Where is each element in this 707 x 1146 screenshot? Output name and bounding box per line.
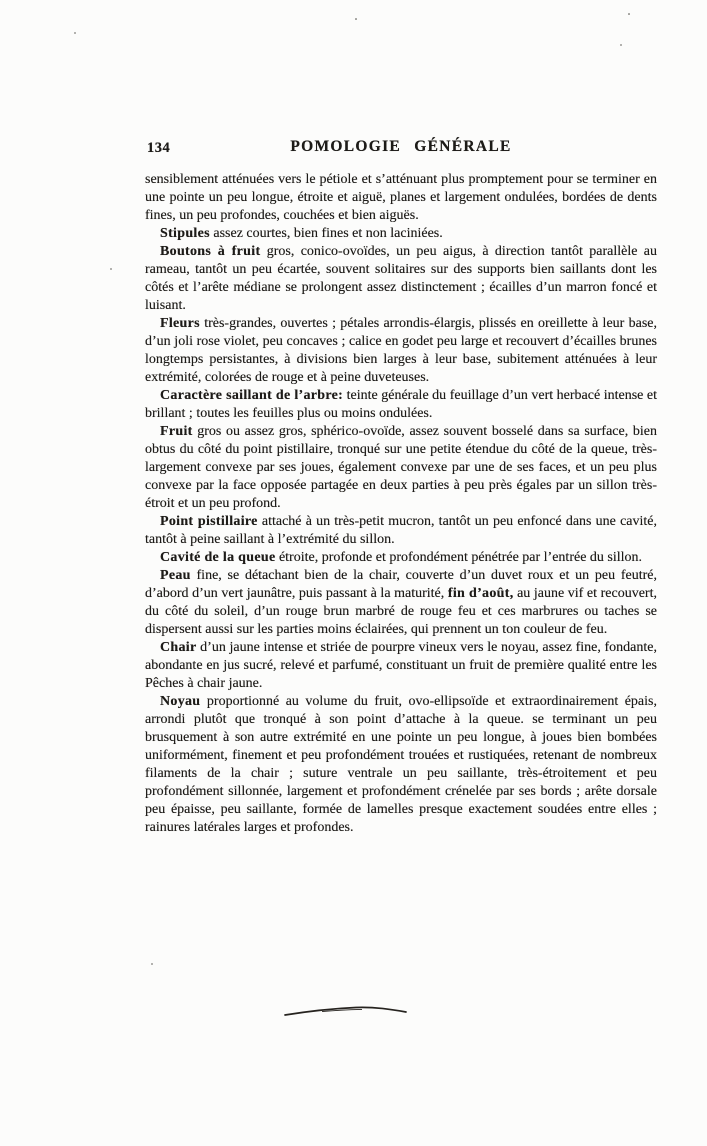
paragraph-caractere-saillant: [145, 387, 657, 423]
paragraph-text: sensiblement atténuées vers le pétiole et s’atténuant plus promptement pour se terminer en une pointe un peu longue, étroite et aiguë, planes et largement ondulées, bordées de dents fines, un peu profondes, couchées et bien aiguës.: [145, 172, 657, 223]
scan-speck: [628, 13, 630, 15]
scan-speck: [110, 268, 112, 270]
paragraph-text: proportionné au volume du fruit, ovo-ellipsoïde et extraordinairement épais, arrondi plutôt que tronqué à son point d’attache à la queue. se terminant un peu brusquement à son autre extrémité en une pointe un peu longue, à joues bien bombées uniformément, finement et peu profondément trouées et rustiquées, retenant de nombreux filaments de la chair ; suture ventrale un peu saillante, très-étroitement et peu profondément sillonnée, largement et profondément crénelée par ses bords ; arête dorsale peu épaisse, peu saillante, formée de lamelles presque exactement soudées entre elles ; rainures latérales larges et profondes.: [145, 694, 657, 835]
paragraph-point-pistillaire: [145, 513, 657, 549]
paragraph-text: gros ou assez gros, sphérico-ovoïde, assez souvent bosselé dans sa surface, bien obtus du côté du point pistillaire, tronqué sur une petite étendue du côté de la queue, très-largement convexe par ses joues, également convexe par une de ses faces, et un peu plus convexe par la face opposée partagée en deux parties à peu près égales par un sillon très-étroit et un peu profond.: [145, 424, 657, 511]
paragraph-text: au jaune vif et recouvert, du côté du soleil, d’un rouge brun marbré de rouge feu et ces marbrures ou taches se dispersent aussi sur les parties moins éclairées, qui prennent un ton couleur de feu.: [145, 586, 657, 637]
paragraph-text: assez courtes, bien fines et non laciniées.: [209, 226, 443, 241]
end-flourish-rule: [282, 1001, 410, 1021]
paragraph-text: d’un jaune intense et striée de pourpre vineux vers le noyau, assez fine, fondante, abondante en jus sucré, relevé et parfumé, constituant un fruit de première qualité entre les Pêches à chair jaune.: [145, 640, 657, 691]
scan-speck: [355, 18, 357, 20]
paragraph-text: gros, conico-ovoïdes, un peu aigus, à direction tantôt parallèle au rameau, tantôt un peu écartée, souvent solitaires sur des supports bien saillants dont les côtés et l’arête médiane se prolongent assez distinctement ; écailles d’un marron foncé et luisant.: [145, 244, 657, 313]
paragraph-chair: [145, 639, 657, 693]
scan-speck: [74, 32, 76, 34]
term-noyau: Noyau: [160, 694, 201, 709]
paragraph-text: très-grandes, ouvertes ; pétales arrondis-élargis, plissés en oreillette à leur base, d’un joli rose violet, peu concaves ; calice en godet peu large et recouvert d’écailles brunes longtemps persistantes, à divisions bien larges à leur base, subitement atténuées à leur extrémité, colorées de rouge et à peine duveteuses.: [145, 316, 657, 385]
scan-speck: [151, 963, 153, 965]
term-cavite-de-la-queue: Cavité de la queue: [160, 550, 276, 565]
paragraph-continuation: [145, 171, 657, 225]
page-number: 134: [147, 140, 171, 156]
term-peau: Peau: [160, 568, 191, 583]
scan-speck: [620, 44, 622, 46]
term-stipules: Stipules: [160, 226, 210, 241]
paragraph-boutons-a-fruit: [145, 243, 657, 315]
text-block: [145, 171, 657, 837]
inline-bold-fin-d-aout: fin d’août,: [447, 586, 514, 601]
running-title: POMOLOGIE GÉNÉRALE: [290, 138, 512, 155]
paragraph-peau: [145, 567, 657, 639]
paragraph-fruit: [145, 423, 657, 513]
paragraph-text: attaché à un très-petit mucron, tantôt un peu enfoncé dans une cavité, tantôt à peine saillant à l’extrémité du sillon.: [145, 514, 657, 547]
term-point-pistillaire: Point pistillaire: [160, 514, 258, 529]
term-caractere-saillant: Caractère saillant de l’arbre:: [160, 388, 344, 403]
paragraph-text: fine, se détachant bien de la chair, couverte d’un duvet roux et un peu feutré, d’abord d’un vert jaunâtre, puis passant à la maturité,: [145, 568, 657, 601]
term-chair: Chair: [160, 640, 197, 655]
paragraph-text: teinte générale du feuillage d’un vert herbacé intense et brillant ; toutes les feuilles plus ou moins ondulées.: [145, 388, 657, 421]
page-header: [145, 138, 657, 160]
tapered-rule-icon: [282, 1001, 410, 1021]
term-boutons-a-fruit: Boutons à fruit: [160, 244, 261, 259]
paragraph-fleurs: [145, 315, 657, 387]
term-fruit: Fruit: [160, 424, 193, 439]
paragraph-noyau: [145, 693, 657, 837]
paragraph-stipules: [145, 225, 657, 243]
paragraph-cavite-de-la-queue: [145, 549, 657, 567]
term-fleurs: Fleurs: [160, 316, 200, 331]
paragraph-text: étroite, profonde et profondément pénétrée par l’entrée du sillon.: [275, 550, 643, 565]
